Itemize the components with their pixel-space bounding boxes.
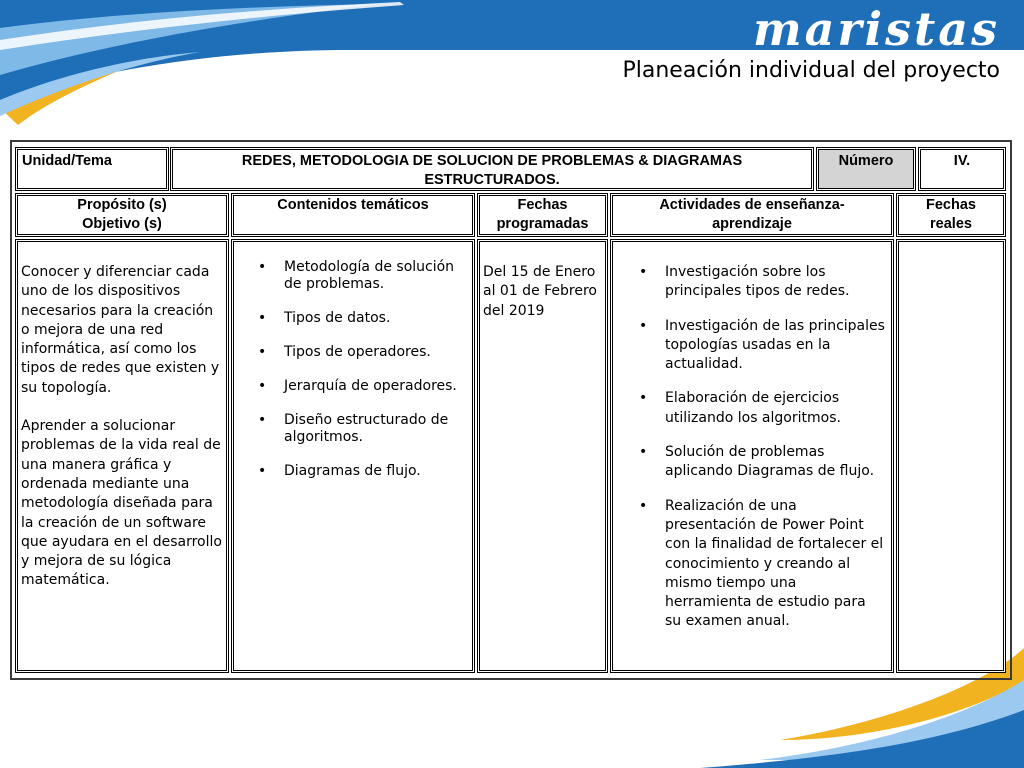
fechas-programadas-header-cell [479,195,606,235]
contenido-text: Tipos de operadores. [284,344,431,360]
actividad-text: Investigación sobre los principales tipos de redes. [665,264,850,300]
proposito-body-cell [17,241,227,671]
fechas-programadas-body-cell [479,241,606,671]
fechas-programadas-text: Del 15 de Enero al 01 de Febrero del 2019 [483,264,597,319]
actividad-item [635,317,885,375]
bullet-icon: • [639,264,648,280]
page-title: Planeación individual del proyecto [622,58,1000,83]
actividades-header-cell [612,195,892,235]
fechas-reales-body-cell [898,241,1004,671]
bullet-icon: • [258,344,267,360]
unidad-tema-label-cell [17,149,167,189]
actividad-text: Investigación de las principales topologías usadas en la actualidad. [665,317,885,373]
contenido-item [254,259,468,293]
contenido-text: Diagramas de flujo. [284,463,421,479]
contenido-item [254,412,468,446]
unidad-tema-label: Unidad/Tema [22,153,112,169]
actividades-list [635,263,885,632]
bullet-icon: • [258,412,267,428]
contenidos-body-cell [233,241,473,671]
tema-line-2: ESTRUCTURADOS. [424,172,560,188]
contenido-text: Metodología de solución de problemas. [284,259,455,292]
actividad-item [635,443,885,482]
actividad-item [635,389,885,428]
proposito-header-cell [17,195,227,235]
actividades-body-cell [612,241,892,671]
contenidos-header: Contenidos temáticos [277,197,429,213]
numero-value-cell [920,149,1004,189]
planning-table [10,140,1012,680]
tema-cell [172,149,812,189]
proposito-header-line-1: Propósito (s) [77,197,167,213]
numero-label-cell [818,149,914,189]
actividad-item [635,263,885,302]
fechas-reales-header-cell [898,195,1004,235]
contenidos-header-cell [233,195,473,235]
contenido-text: Diseño estructurado de algoritmos. [284,412,449,445]
bullet-icon: • [258,310,267,326]
bullet-icon: • [258,259,267,275]
contenido-item [254,310,468,327]
bullet-icon: • [639,497,648,514]
maristas-logo: maristas [752,2,1000,56]
actividad-text: Realización de una presentación de Power Point con la finalidad de fortalecer el conocimiento y creando al mismo tiempo una herramienta de estudio para su examen anual. [665,497,884,630]
bullet-icon: • [258,463,267,479]
contenido-text: Tipos de datos. [284,310,391,326]
bullet-icon: • [639,444,648,461]
proposito-header-line-2: Objetivo (s) [82,216,162,232]
proposito-paragraph: Aprender a solucionar problemas de la vida real de una manera gráfica y ordenada mediante una metodología diseñada para la creación de un software que ayudara en el desarrollo y mejora de su lógica matemática. [21,418,222,589]
proposito-paragraph: Conocer y diferenciar cada uno de los dispositivos necesarios para la creación o mejora de una red informática, así como los tipos de redes que existen y su topología. [21,264,220,396]
fechas-reales-header-line-2: reales [930,216,972,232]
contenido-text: Jerarquía de operadores. [284,378,457,394]
numero-label: Número [838,153,894,169]
numero-value: IV. [953,153,971,169]
fechas-programadas-header-line-2: programadas [496,216,589,232]
contenido-item [254,378,468,395]
bullet-icon: • [639,317,648,334]
bullet-icon: • [639,390,648,407]
fechas-programadas-header-line-1: Fechas [517,197,568,213]
actividad-text: Elaboración de ejercicios utilizando los algoritmos. [665,390,841,426]
actividades-header-line-1: Actividades de enseñanza- [659,197,845,213]
actividad-text: Solución de problemas aplicando Diagramas de flujo. [665,444,875,480]
tema-line-1: REDES, METODOLOGIA DE SOLUCION DE PROBLEMAS & DIAGRAMAS [241,153,743,169]
actividad-item [635,497,885,632]
fechas-reales-header-line-1: Fechas [926,197,976,213]
bullet-icon: • [258,378,267,394]
contenidos-list [254,259,468,480]
contenido-item [254,344,468,361]
actividades-header-line-2: aprendizaje [712,216,792,232]
contenido-item [254,463,468,480]
